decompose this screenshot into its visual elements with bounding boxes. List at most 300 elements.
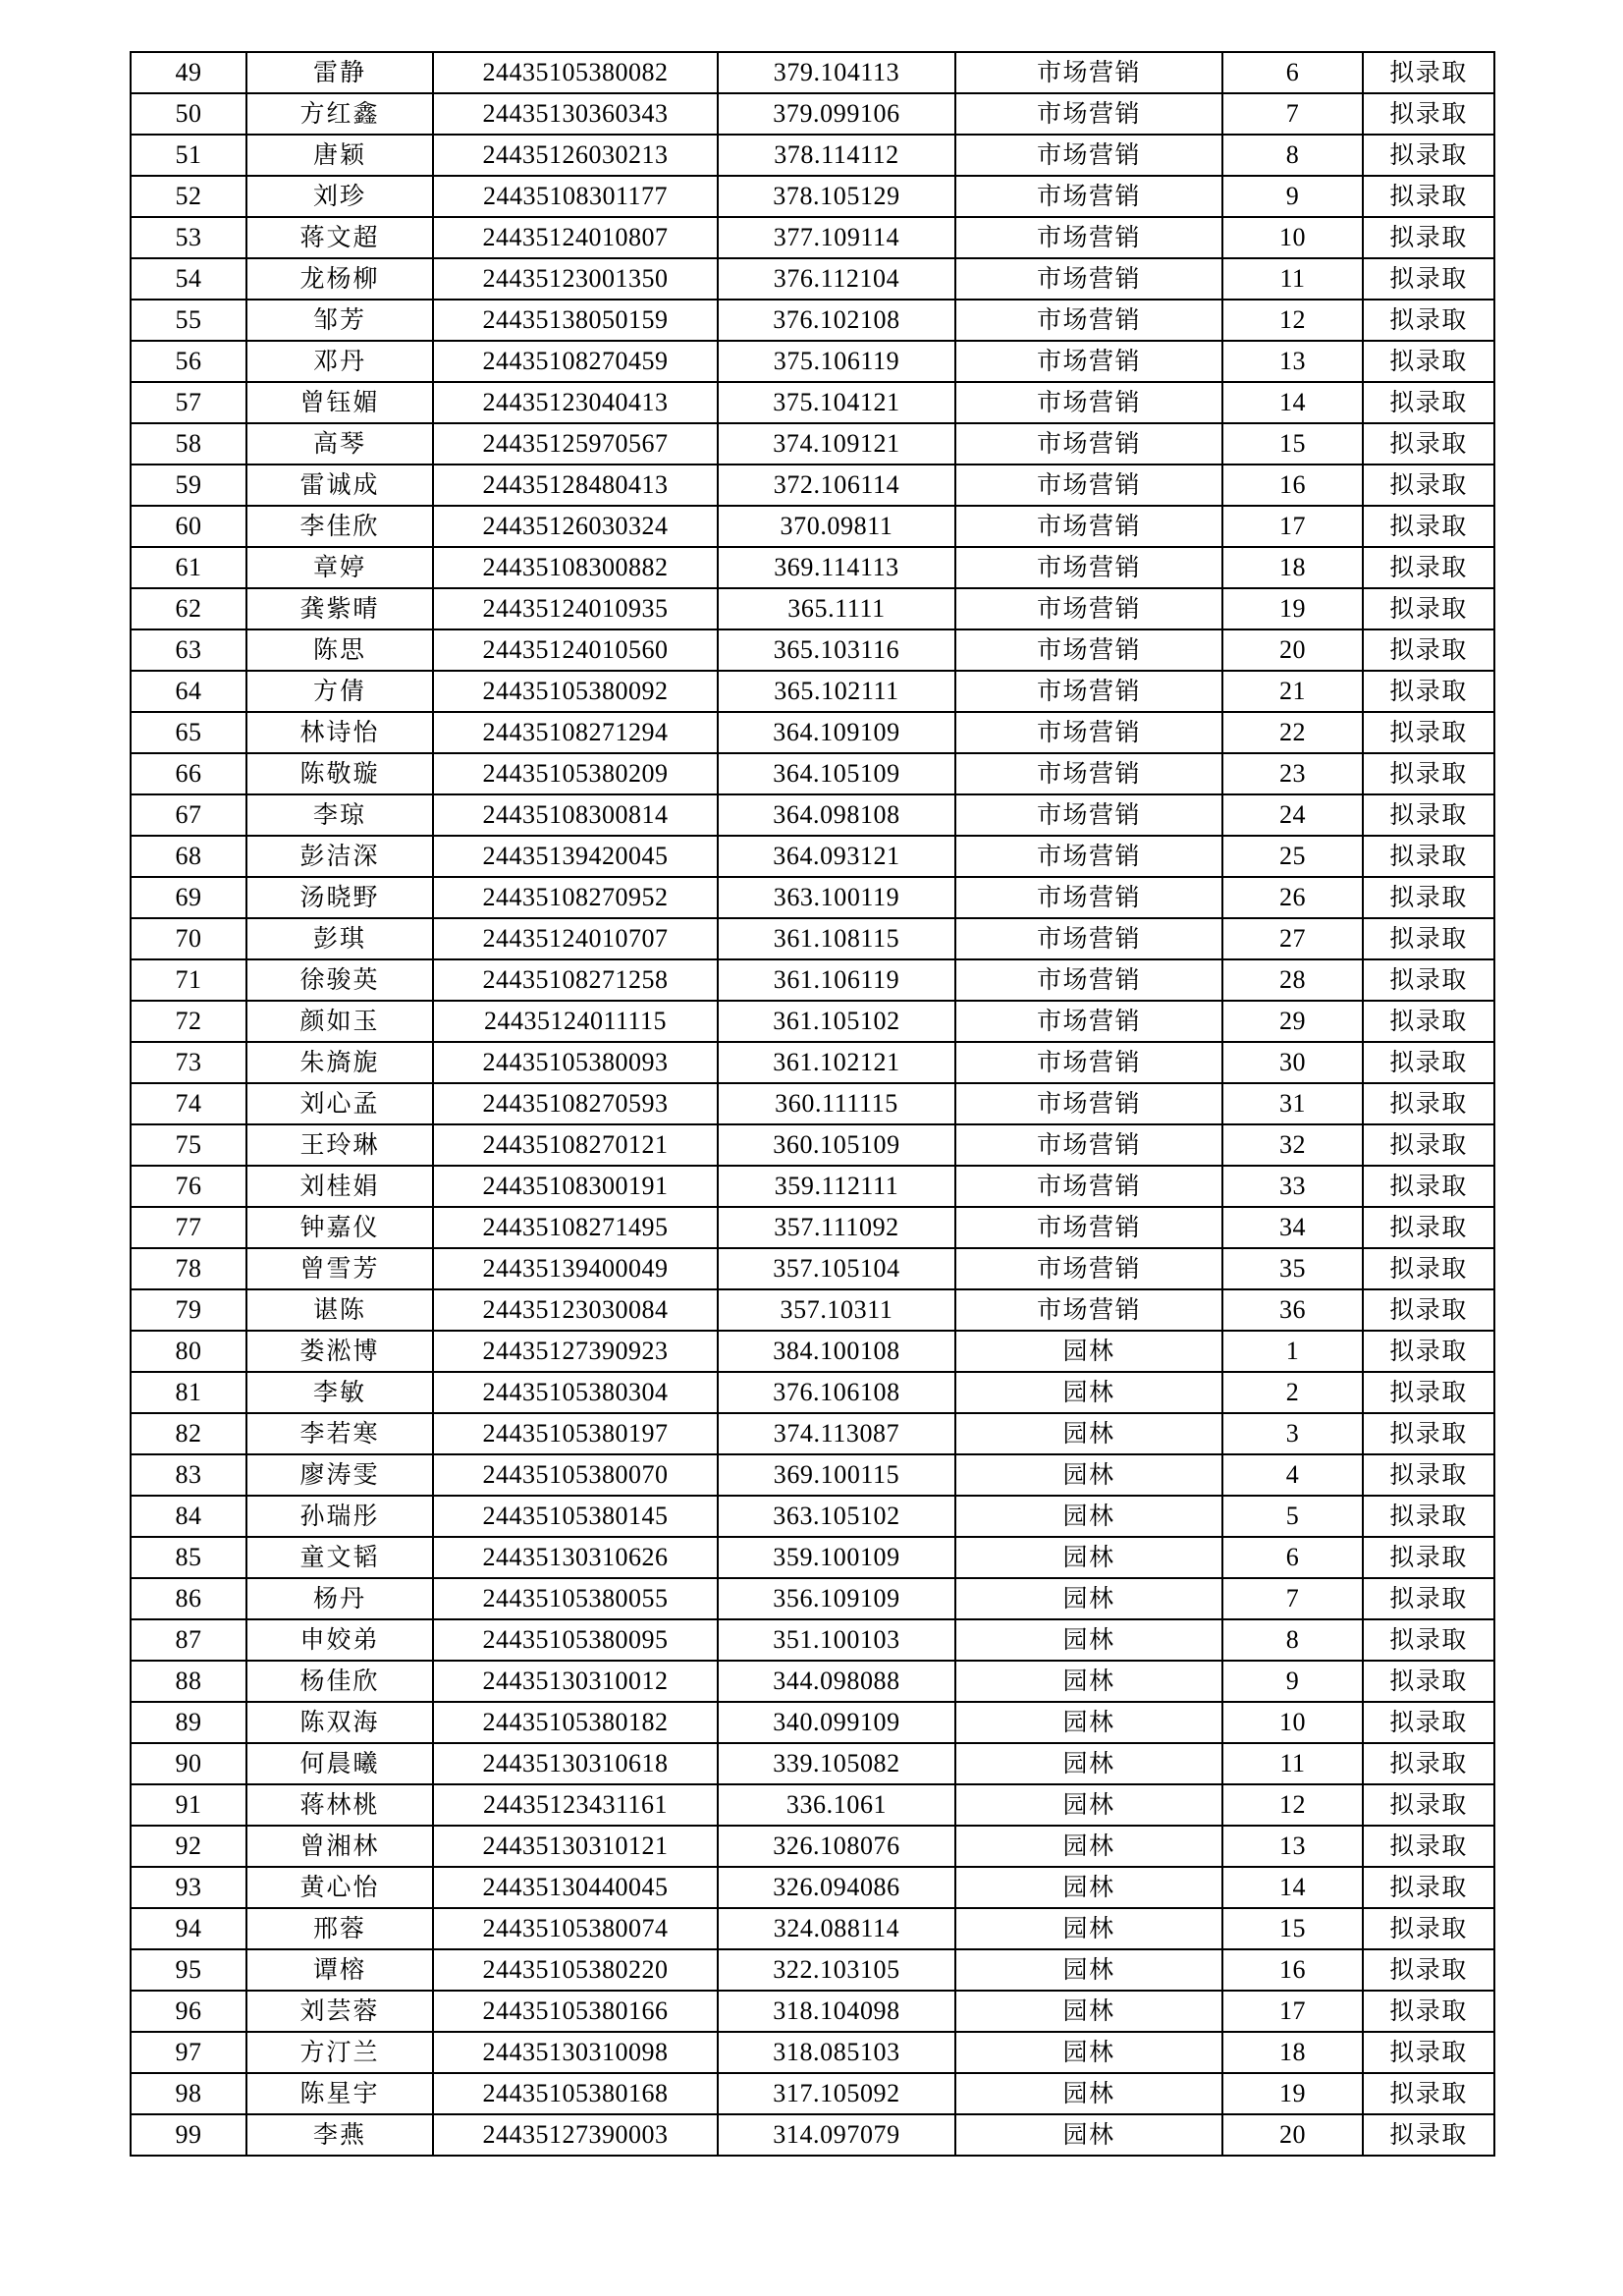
cell-major-rank: 16: [1222, 1949, 1363, 1991]
cell-exam-id: 24435108271495: [433, 1207, 718, 1248]
cell-sequence-number: 57: [131, 382, 246, 423]
table-row: [131, 1166, 1494, 1207]
cell-exam-id: 24435124010935: [433, 588, 718, 629]
cell-score: 376.112104: [718, 258, 955, 300]
table-row: [131, 1207, 1494, 1248]
cell-candidate-name: 孙瑞彤: [246, 1496, 433, 1537]
cell-status: 拟录取: [1363, 1991, 1494, 2032]
cell-exam-id: 24435124011115: [433, 1001, 718, 1042]
cell-major: 园林: [955, 1454, 1222, 1496]
cell-candidate-name: 何晨曦: [246, 1743, 433, 1784]
table-row: [131, 794, 1494, 836]
cell-sequence-number: 58: [131, 423, 246, 465]
cell-status: 拟录取: [1363, 1042, 1494, 1083]
cell-major: 园林: [955, 1702, 1222, 1743]
cell-major: 市场营销: [955, 629, 1222, 671]
cell-candidate-name: 陈星宇: [246, 2073, 433, 2114]
cell-status: 拟录取: [1363, 217, 1494, 258]
cell-sequence-number: 87: [131, 1619, 246, 1661]
cell-status: 拟录取: [1363, 2114, 1494, 2156]
cell-major-rank: 3: [1222, 1413, 1363, 1454]
cell-exam-id: 24435105380182: [433, 1702, 718, 1743]
cell-candidate-name: 陈敬璇: [246, 753, 433, 794]
table-row: [131, 1413, 1494, 1454]
cell-score: 357.10311: [718, 1289, 955, 1331]
cell-candidate-name: 雷诚成: [246, 465, 433, 506]
cell-major-rank: 22: [1222, 712, 1363, 753]
cell-sequence-number: 85: [131, 1537, 246, 1578]
cell-status: 拟录取: [1363, 629, 1494, 671]
cell-status: 拟录取: [1363, 1454, 1494, 1496]
cell-exam-id: 24435124010707: [433, 918, 718, 959]
cell-score: 314.097079: [718, 2114, 955, 2156]
cell-sequence-number: 93: [131, 1867, 246, 1908]
cell-major: 园林: [955, 1908, 1222, 1949]
cell-sequence-number: 66: [131, 753, 246, 794]
cell-major-rank: 36: [1222, 1289, 1363, 1331]
cell-exam-id: 24435105380197: [433, 1413, 718, 1454]
cell-status: 拟录取: [1363, 1001, 1494, 1042]
cell-sequence-number: 79: [131, 1289, 246, 1331]
cell-status: 拟录取: [1363, 1496, 1494, 1537]
cell-major: 市场营销: [955, 753, 1222, 794]
cell-score: 378.105129: [718, 176, 955, 217]
cell-major-rank: 6: [1222, 52, 1363, 93]
cell-exam-id: 24435105380095: [433, 1619, 718, 1661]
table-row: [131, 2032, 1494, 2073]
cell-score: 364.093121: [718, 836, 955, 877]
cell-major: 园林: [955, 1578, 1222, 1619]
cell-exam-id: 24435105380168: [433, 2073, 718, 2114]
cell-status: 拟录取: [1363, 836, 1494, 877]
cell-major: 市场营销: [955, 1001, 1222, 1042]
cell-score: 360.111115: [718, 1083, 955, 1124]
cell-score: 357.111092: [718, 1207, 955, 1248]
cell-candidate-name: 杨丹: [246, 1578, 433, 1619]
table-row: [131, 423, 1494, 465]
cell-exam-id: 24435105380055: [433, 1578, 718, 1619]
table-row: [131, 712, 1494, 753]
cell-major: 市场营销: [955, 258, 1222, 300]
table-row: [131, 671, 1494, 712]
cell-major: 园林: [955, 2032, 1222, 2073]
cell-exam-id: 24435105380074: [433, 1908, 718, 1949]
cell-candidate-name: 杨佳欣: [246, 1661, 433, 1702]
table-row: [131, 1248, 1494, 1289]
cell-sequence-number: 69: [131, 877, 246, 918]
cell-score: 359.100109: [718, 1537, 955, 1578]
cell-status: 拟录取: [1363, 176, 1494, 217]
cell-candidate-name: 钟嘉仪: [246, 1207, 433, 1248]
cell-major: 市场营销: [955, 1042, 1222, 1083]
cell-major: 市场营销: [955, 712, 1222, 753]
cell-major: 市场营销: [955, 423, 1222, 465]
cell-candidate-name: 李若寒: [246, 1413, 433, 1454]
cell-major: 市场营销: [955, 588, 1222, 629]
cell-candidate-name: 邹芳: [246, 300, 433, 341]
cell-status: 拟录取: [1363, 1867, 1494, 1908]
cell-status: 拟录取: [1363, 1578, 1494, 1619]
cell-score: 317.105092: [718, 2073, 955, 2114]
table-row: [131, 1124, 1494, 1166]
cell-sequence-number: 50: [131, 93, 246, 135]
table-row: [131, 753, 1494, 794]
table-row: [131, 1991, 1494, 2032]
cell-candidate-name: 刘芸蓉: [246, 1991, 433, 2032]
cell-major-rank: 14: [1222, 382, 1363, 423]
cell-major: 市场营销: [955, 794, 1222, 836]
cell-candidate-name: 曾雪芳: [246, 1248, 433, 1289]
cell-score: 364.098108: [718, 794, 955, 836]
table-row: [131, 877, 1494, 918]
cell-sequence-number: 83: [131, 1454, 246, 1496]
cell-major-rank: 4: [1222, 1454, 1363, 1496]
cell-major: 园林: [955, 1372, 1222, 1413]
cell-major-rank: 20: [1222, 629, 1363, 671]
cell-status: 拟录取: [1363, 2032, 1494, 2073]
cell-major-rank: 11: [1222, 1743, 1363, 1784]
cell-exam-id: 24435108300882: [433, 547, 718, 588]
cell-score: 361.108115: [718, 918, 955, 959]
cell-sequence-number: 65: [131, 712, 246, 753]
cell-sequence-number: 94: [131, 1908, 246, 1949]
cell-major-rank: 18: [1222, 547, 1363, 588]
cell-exam-id: 24435126030324: [433, 506, 718, 547]
cell-score: 360.105109: [718, 1124, 955, 1166]
cell-sequence-number: 75: [131, 1124, 246, 1166]
cell-major-rank: 19: [1222, 2073, 1363, 2114]
cell-major: 园林: [955, 1496, 1222, 1537]
cell-exam-id: 24435108301177: [433, 176, 718, 217]
cell-sequence-number: 74: [131, 1083, 246, 1124]
cell-score: 365.1111: [718, 588, 955, 629]
cell-score: 384.100108: [718, 1331, 955, 1372]
cell-sequence-number: 70: [131, 918, 246, 959]
cell-status: 拟录取: [1363, 959, 1494, 1001]
cell-candidate-name: 方汀兰: [246, 2032, 433, 2073]
cell-score: 369.100115: [718, 1454, 955, 1496]
table-body: [131, 52, 1494, 2156]
cell-sequence-number: 54: [131, 258, 246, 300]
cell-major: 园林: [955, 1991, 1222, 2032]
cell-exam-id: 24435130310121: [433, 1826, 718, 1867]
table-row: [131, 93, 1494, 135]
cell-sequence-number: 61: [131, 547, 246, 588]
cell-status: 拟录取: [1363, 1702, 1494, 1743]
cell-sequence-number: 60: [131, 506, 246, 547]
cell-sequence-number: 67: [131, 794, 246, 836]
cell-major: 市场营销: [955, 93, 1222, 135]
cell-sequence-number: 86: [131, 1578, 246, 1619]
cell-score: 376.102108: [718, 300, 955, 341]
cell-status: 拟录取: [1363, 1661, 1494, 1702]
cell-sequence-number: 62: [131, 588, 246, 629]
cell-major-rank: 21: [1222, 671, 1363, 712]
cell-exam-id: 24435130310626: [433, 1537, 718, 1578]
cell-major-rank: 7: [1222, 93, 1363, 135]
cell-score: 351.100103: [718, 1619, 955, 1661]
cell-score: 363.100119: [718, 877, 955, 918]
cell-status: 拟录取: [1363, 1083, 1494, 1124]
cell-major-rank: 29: [1222, 1001, 1363, 1042]
cell-score: 359.112111: [718, 1166, 955, 1207]
cell-major-rank: 27: [1222, 918, 1363, 959]
cell-score: 318.104098: [718, 1991, 955, 2032]
cell-score: 361.105102: [718, 1001, 955, 1042]
table-row: [131, 918, 1494, 959]
cell-sequence-number: 68: [131, 836, 246, 877]
cell-score: 374.113087: [718, 1413, 955, 1454]
cell-status: 拟录取: [1363, 1372, 1494, 1413]
cell-score: 379.099106: [718, 93, 955, 135]
cell-major-rank: 17: [1222, 506, 1363, 547]
cell-major-rank: 12: [1222, 300, 1363, 341]
cell-major: 市场营销: [955, 52, 1222, 93]
cell-major: 市场营销: [955, 547, 1222, 588]
cell-sequence-number: 99: [131, 2114, 246, 2156]
table-row: [131, 341, 1494, 382]
cell-major: 市场营销: [955, 1248, 1222, 1289]
cell-sequence-number: 51: [131, 135, 246, 176]
cell-candidate-name: 陈思: [246, 629, 433, 671]
cell-candidate-name: 刘桂娟: [246, 1166, 433, 1207]
cell-exam-id: 24435108270121: [433, 1124, 718, 1166]
cell-major: 园林: [955, 2073, 1222, 2114]
cell-major: 市场营销: [955, 300, 1222, 341]
cell-exam-id: 24435105380209: [433, 753, 718, 794]
cell-score: 339.105082: [718, 1743, 955, 1784]
cell-exam-id: 24435105380304: [433, 1372, 718, 1413]
cell-score: 361.106119: [718, 959, 955, 1001]
cell-exam-id: 24435139400049: [433, 1248, 718, 1289]
cell-status: 拟录取: [1363, 1619, 1494, 1661]
cell-score: 318.085103: [718, 2032, 955, 2073]
cell-candidate-name: 雷静: [246, 52, 433, 93]
cell-score: 326.108076: [718, 1826, 955, 1867]
cell-score: 376.106108: [718, 1372, 955, 1413]
cell-major-rank: 24: [1222, 794, 1363, 836]
cell-major-rank: 30: [1222, 1042, 1363, 1083]
cell-major: 市场营销: [955, 135, 1222, 176]
cell-major: 市场营销: [955, 877, 1222, 918]
table-row: [131, 2114, 1494, 2156]
table-row: [131, 1496, 1494, 1537]
cell-major: 园林: [955, 1331, 1222, 1372]
cell-candidate-name: 王玲琳: [246, 1124, 433, 1166]
cell-major-rank: 6: [1222, 1537, 1363, 1578]
cell-candidate-name: 童文韬: [246, 1537, 433, 1578]
cell-score: 357.105104: [718, 1248, 955, 1289]
cell-exam-id: 24435105380082: [433, 52, 718, 93]
cell-major-rank: 12: [1222, 1784, 1363, 1826]
cell-status: 拟录取: [1363, 341, 1494, 382]
cell-status: 拟录取: [1363, 1331, 1494, 1372]
table-row: [131, 176, 1494, 217]
cell-major: 园林: [955, 1826, 1222, 1867]
cell-exam-id: 24435130310618: [433, 1743, 718, 1784]
cell-sequence-number: 64: [131, 671, 246, 712]
cell-exam-id: 24435126030213: [433, 135, 718, 176]
cell-status: 拟录取: [1363, 382, 1494, 423]
cell-candidate-name: 刘珍: [246, 176, 433, 217]
cell-status: 拟录取: [1363, 1826, 1494, 1867]
cell-major-rank: 15: [1222, 1908, 1363, 1949]
cell-major: 园林: [955, 1619, 1222, 1661]
table-row: [131, 629, 1494, 671]
cell-major: 园林: [955, 1413, 1222, 1454]
cell-sequence-number: 91: [131, 1784, 246, 1826]
cell-major: 市场营销: [955, 176, 1222, 217]
cell-candidate-name: 朱旖旎: [246, 1042, 433, 1083]
cell-major: 市场营销: [955, 959, 1222, 1001]
cell-candidate-name: 申姣弟: [246, 1619, 433, 1661]
cell-sequence-number: 55: [131, 300, 246, 341]
cell-major-rank: 13: [1222, 1826, 1363, 1867]
cell-status: 拟录取: [1363, 918, 1494, 959]
cell-exam-id: 24435108271294: [433, 712, 718, 753]
cell-sequence-number: 88: [131, 1661, 246, 1702]
table-row: [131, 1289, 1494, 1331]
cell-candidate-name: 娄淞博: [246, 1331, 433, 1372]
cell-exam-id: 24435123001350: [433, 258, 718, 300]
table-row: [131, 1743, 1494, 1784]
cell-status: 拟录取: [1363, 423, 1494, 465]
cell-status: 拟录取: [1363, 135, 1494, 176]
cell-major: 市场营销: [955, 382, 1222, 423]
cell-status: 拟录取: [1363, 671, 1494, 712]
cell-exam-id: 24435130360343: [433, 93, 718, 135]
cell-status: 拟录取: [1363, 1537, 1494, 1578]
cell-major: 市场营销: [955, 671, 1222, 712]
cell-major: 市场营销: [955, 1083, 1222, 1124]
cell-sequence-number: 76: [131, 1166, 246, 1207]
cell-sequence-number: 82: [131, 1413, 246, 1454]
cell-major: 市场营销: [955, 341, 1222, 382]
table-row: [131, 1826, 1494, 1867]
table-row: [131, 382, 1494, 423]
cell-exam-id: 24435127390923: [433, 1331, 718, 1372]
cell-candidate-name: 方倩: [246, 671, 433, 712]
table-row: [131, 836, 1494, 877]
cell-exam-id: 24435105380092: [433, 671, 718, 712]
cell-status: 拟录取: [1363, 877, 1494, 918]
cell-status: 拟录取: [1363, 1413, 1494, 1454]
table-row: [131, 547, 1494, 588]
cell-major-rank: 19: [1222, 588, 1363, 629]
cell-status: 拟录取: [1363, 1949, 1494, 1991]
cell-major-rank: 7: [1222, 1578, 1363, 1619]
cell-exam-id: 24435124010560: [433, 629, 718, 671]
cell-candidate-name: 李琼: [246, 794, 433, 836]
cell-exam-id: 24435105380145: [433, 1496, 718, 1537]
cell-major-rank: 16: [1222, 465, 1363, 506]
cell-major: 园林: [955, 1867, 1222, 1908]
cell-score: 326.094086: [718, 1867, 955, 1908]
cell-candidate-name: 龚紫晴: [246, 588, 433, 629]
cell-candidate-name: 章婷: [246, 547, 433, 588]
table-row: [131, 52, 1494, 93]
cell-score: 365.103116: [718, 629, 955, 671]
cell-candidate-name: 李佳欣: [246, 506, 433, 547]
cell-exam-id: 24435105380093: [433, 1042, 718, 1083]
cell-score: 370.09811: [718, 506, 955, 547]
cell-major: 园林: [955, 2114, 1222, 2156]
cell-major-rank: 10: [1222, 217, 1363, 258]
table-row: [131, 2073, 1494, 2114]
cell-major: 市场营销: [955, 1124, 1222, 1166]
cell-exam-id: 24435127390003: [433, 2114, 718, 2156]
table-row: [131, 1454, 1494, 1496]
cell-major-rank: 18: [1222, 2032, 1363, 2073]
cell-score: 378.114112: [718, 135, 955, 176]
cell-status: 拟录取: [1363, 1248, 1494, 1289]
cell-major-rank: 32: [1222, 1124, 1363, 1166]
cell-status: 拟录取: [1363, 2073, 1494, 2114]
cell-exam-id: 24435105380166: [433, 1991, 718, 2032]
cell-sequence-number: 59: [131, 465, 246, 506]
cell-status: 拟录取: [1363, 1743, 1494, 1784]
cell-candidate-name: 廖涛雯: [246, 1454, 433, 1496]
cell-score: 377.109114: [718, 217, 955, 258]
cell-score: 322.103105: [718, 1949, 955, 1991]
cell-sequence-number: 80: [131, 1331, 246, 1372]
table-row: [131, 1042, 1494, 1083]
cell-exam-id: 24435130310012: [433, 1661, 718, 1702]
cell-score: 364.109109: [718, 712, 955, 753]
cell-candidate-name: 蒋文超: [246, 217, 433, 258]
cell-major: 市场营销: [955, 506, 1222, 547]
cell-major-rank: 23: [1222, 753, 1363, 794]
cell-sequence-number: 98: [131, 2073, 246, 2114]
cell-exam-id: 24435108300814: [433, 794, 718, 836]
table-row: [131, 300, 1494, 341]
cell-candidate-name: 邓丹: [246, 341, 433, 382]
cell-candidate-name: 汤晓野: [246, 877, 433, 918]
table-row: [131, 1702, 1494, 1743]
cell-exam-id: 24435105380070: [433, 1454, 718, 1496]
cell-exam-id: 24435138050159: [433, 300, 718, 341]
cell-exam-id: 24435130310098: [433, 2032, 718, 2073]
table-row: [131, 1331, 1494, 1372]
cell-status: 拟录取: [1363, 1166, 1494, 1207]
cell-exam-id: 24435124010807: [433, 217, 718, 258]
cell-exam-id: 24435108270459: [433, 341, 718, 382]
cell-major-rank: 13: [1222, 341, 1363, 382]
cell-sequence-number: 84: [131, 1496, 246, 1537]
cell-sequence-number: 63: [131, 629, 246, 671]
cell-exam-id: 24435123030084: [433, 1289, 718, 1331]
cell-score: 361.102121: [718, 1042, 955, 1083]
cell-sequence-number: 89: [131, 1702, 246, 1743]
cell-major-rank: 33: [1222, 1166, 1363, 1207]
cell-status: 拟录取: [1363, 506, 1494, 547]
table-row: [131, 217, 1494, 258]
cell-status: 拟录取: [1363, 753, 1494, 794]
cell-candidate-name: 龙杨柳: [246, 258, 433, 300]
table-row: [131, 1908, 1494, 1949]
table-row: [131, 959, 1494, 1001]
cell-score: 356.109109: [718, 1578, 955, 1619]
cell-candidate-name: 林诗怡: [246, 712, 433, 753]
cell-score: 324.088114: [718, 1908, 955, 1949]
cell-score: 375.104121: [718, 382, 955, 423]
cell-exam-id: 24435125970567: [433, 423, 718, 465]
cell-major: 园林: [955, 1661, 1222, 1702]
cell-candidate-name: 曾钰媚: [246, 382, 433, 423]
cell-major-rank: 35: [1222, 1248, 1363, 1289]
cell-sequence-number: 92: [131, 1826, 246, 1867]
table-row: [131, 465, 1494, 506]
